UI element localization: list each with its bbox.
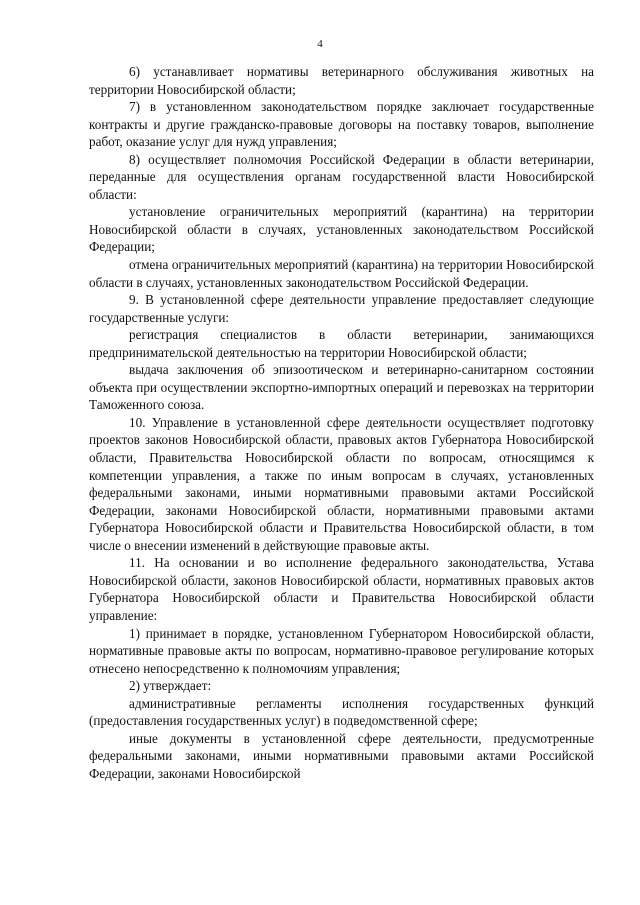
paragraph-item-11-1: 1) принимает в порядке, установленном Губернатором Новосибирской области, нормативные правовые акты по вопросам, нормативно-правовое регулирование которых отнесено непосредственно к полномочиям управления; [89,625,594,676]
paragraph-quarantine-establish: установление ограничительных мероприятий (карантина) на территории Новосибирской области в случаях, установленных законодательством Российской Федерации; [89,204,594,255]
document-body [89,63,594,782]
paragraph-item-7: 7) в установленном законодательством порядке заключает государственные контракты и другие гражданско-правовые договоры на поставку товаров, выполнение работ, оказание услуг для нужд управления; [89,99,594,150]
paragraph-service-registration: регистрация специалистов в области ветеринарии, занимающихся предпринимательской деятельностью на территории Новосибирской области; [89,327,594,360]
paragraph-other-documents: иные документы в установленной сфере деятельности, предусмотренные федеральными законами, иными нормативными правовыми актами Российской Федерации, законами Новосибирской [89,730,594,781]
paragraph-service-conclusion: выдача заключения об эпизоотическом и ветеринарно-санитарном состоянии объекта при осуществлении экспортно-импортных операций и перевозках на территории Таможенного союза. [89,362,594,413]
paragraph-section-11: 11. На основании и во исполнение федерального законодательства, Устава Новосибирской области, законов Новосибирской области, нормативных правовых актов Губернатора Новосибирской области и Правительства Новосибирской области управление: [89,555,594,623]
paragraph-quarantine-cancel: отмена ограничительных мероприятий (карантина) на территории Новосибирской области в случаях, установленных законодательством Российской Федерации. [89,257,594,290]
page-number: 4 [317,38,323,50]
paragraph-item-6: 6) устанавливает нормативы ветеринарного обслуживания животных на территории Новосибирской области; [89,64,594,97]
paragraph-admin-regulations: административные регламенты исполнения государственных функций (предоставления государственных услуг) в подведомственной сфере; [89,695,594,729]
paragraph-section-10: 10. Управление в установленной сфере деятельности осуществляет подготовку проектов законов Новосибирской области, правовых актов Губернатора Новосибирской области, Правительства Новосибирской области по вопросам, относящимся к компетенции управления, а также по иным вопросам в случаях, установленных федеральными законами, иными нормативными правовыми актами Российской Федерации, законами Новосибирской области, нормативными правовыми актами Губернатора Новосибирской области и Правительства Новосибирской области, в том числе о внесении изменений в действующие правовые акты. [89,414,594,553]
paragraph-section-9: 9. В установленной сфере деятельности управление предоставляет следующие государственные услуги: [89,292,594,325]
paragraph-item-11-2: 2) утверждает: [129,678,212,694]
paragraph-item-8: 8) осуществляет полномочия Российской Федерации в области ветеринарии, переданные для осуществления органам государственной власти Новосибирской области: [89,151,594,202]
